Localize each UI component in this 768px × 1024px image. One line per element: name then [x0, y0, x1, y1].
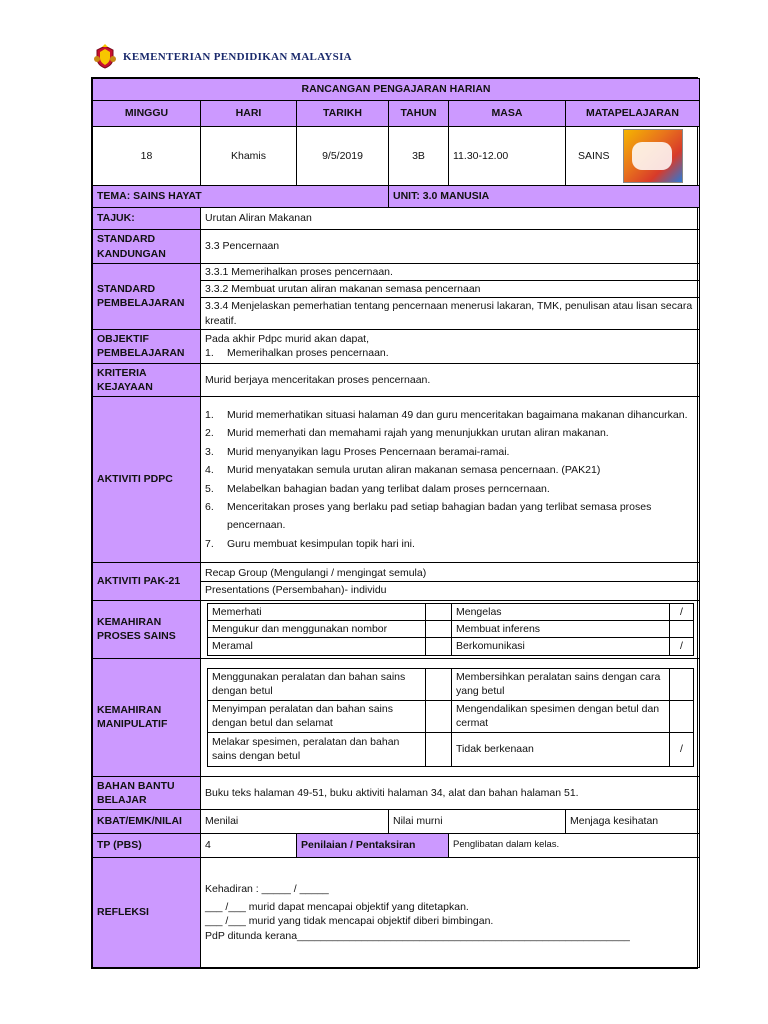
col-minggu: MINGGU	[93, 101, 201, 127]
kps-item: Mengukur dan menggunakan nombor	[208, 621, 426, 638]
km-item: Melakar spesimen, peralatan dan bahan sains dengan betul	[208, 732, 426, 766]
ref-label: REFLEKSI	[93, 857, 201, 967]
list-item: 3. Murid menyanyikan lagu Proses Pencernaan beramai-ramai.	[205, 445, 510, 458]
kps-item: Membuat inferens	[452, 621, 670, 638]
sp-item: 3.3.4 Menjelaskan pemerhatian tentang pencernaan menerusi lakaran, TMK, penulisan atau lisan secara kreatif.	[205, 300, 693, 327]
km-item: Mengendalikan spesimen dengan betul dan cermat	[452, 700, 670, 732]
refleksi-line: ___ /___ murid dapat mencapai objektif yang ditetapkan.	[205, 901, 469, 914]
tarikh-value: 9/5/2019	[297, 127, 389, 186]
sk-label: STANDARD KANDUNGAN	[93, 230, 201, 264]
refleksi-line: Kehadiran : _____ / _____	[205, 883, 329, 896]
penilaian-value: Penglibatan dalam kelas.	[449, 833, 700, 857]
km-label: KEMAHIRAN MANIPULATIF	[93, 658, 201, 776]
list-item: 1. Murid memerhatikan situasi halaman 49 dan guru menceritakan bagaimana makanan dihancurkan.	[205, 409, 688, 422]
activity-list	[205, 406, 695, 553]
kbat-label: KBAT/EMK/NILAI	[93, 809, 201, 833]
list-item: 7. Guru membuat kesimpulan topik hari ini.	[205, 537, 415, 550]
km-tick	[670, 668, 694, 700]
sk-value: 3.3 Pencernaan	[201, 230, 700, 264]
sp-label: STANDARD PEMBELAJARAN	[93, 264, 201, 330]
unit: UNIT: 3.0 MANUSIA	[389, 186, 700, 208]
kbat-item: Menilai	[201, 809, 389, 833]
km-table	[207, 668, 694, 767]
malaysia-crest-icon	[93, 44, 117, 70]
col-masa: MASA	[449, 101, 566, 127]
tajuk-value: Urutan Aliran Makanan	[201, 208, 700, 230]
kps-tick: /	[670, 604, 694, 621]
ap-label: AKTIVITI PDPC	[93, 397, 201, 563]
kps-tick: /	[670, 638, 694, 655]
op-item-num: 1.	[205, 347, 214, 360]
list-item: 6. Menceritakan proses yang berlaku pad setiap bahagian badan yang terlibat semasa proses pencernaan.	[205, 500, 652, 532]
kps-table	[207, 603, 694, 656]
list-item: 4. Murid menyatakan semula urutan aliran makanan semasa pencernaan. (PAK21)	[205, 464, 601, 477]
bbb-label: BAHAN BANTU BELAJAR	[93, 776, 201, 809]
km-item: Menggunakan peralatan dan bahan sains dengan betul	[208, 668, 426, 700]
hari-value: Khamis	[201, 127, 297, 186]
tp-label: TP (PBS)	[93, 833, 201, 857]
masa-value: 11.30-12.00	[449, 127, 566, 186]
ministry-name: KEMENTERIAN PENDIDIKAN MALAYSIA	[123, 51, 352, 63]
kps-item: Berkomunikasi	[452, 638, 670, 655]
refleksi-line: ___ /___ murid yang tidak mencapai objektif diberi bimbingan.	[205, 915, 494, 928]
plan-title: RANCANGAN PENGAJARAN HARIAN	[93, 79, 700, 101]
col-matapelajaran: MATAPELAJARAN	[566, 101, 700, 127]
tahun-value: 3B	[389, 127, 449, 186]
op-intro: Pada akhir Pdpc murid akan dapat,	[205, 333, 370, 346]
bbb-value: Buku teks halaman 49-51, buku aktiviti halaman 34, alat dan bahan halaman 51.	[201, 776, 700, 809]
pak-label: AKTIVITI PAK-21	[93, 563, 201, 601]
minggu-value: 18	[93, 127, 201, 186]
op-item: Memerihalkan proses pencernaan.	[227, 347, 389, 360]
sp-item: 3.3.1 Memerihalkan proses pencernaan.	[201, 264, 699, 281]
km-item: Tidak berkenaan	[452, 732, 670, 766]
kbat-item: Menjaga kesihatan	[566, 809, 700, 833]
op-label: OBJEKTIF PEMBELAJARAN	[93, 329, 201, 363]
sp-item: 3.3.2 Membuat urutan aliran makanan semasa pencernaan	[201, 281, 699, 298]
pak-item: Presentations (Persembahan)- individu	[205, 584, 387, 597]
kbat-item: Nilai murni	[389, 809, 566, 833]
refleksi-line: PdP ditunda kerana_________________________________________________________	[205, 929, 630, 942]
textbook-cover-image	[623, 129, 683, 183]
pak-item: Recap Group (Mengulangi / mengingat semula)	[201, 565, 699, 582]
ministry-header	[93, 44, 352, 70]
list-item: 5. Melabelkan bahagian badan yang terlibat dalam proses perncernaan.	[205, 482, 550, 495]
kps-label: KEMAHIRAN PROSES SAINS	[93, 601, 201, 659]
col-tarikh: TARIKH	[297, 101, 389, 127]
km-tick: /	[670, 732, 694, 766]
list-item: 2. Murid memerhati dan memahami rajah yang menunjukkan urutan aliran makanan.	[205, 427, 609, 440]
tp-value: 4	[201, 833, 297, 857]
kps-item: Meramal	[208, 638, 426, 655]
kk-value: Murid berjaya menceritakan proses pencernaan.	[201, 363, 700, 396]
kps-item: Mengelas	[452, 604, 670, 621]
tajuk-label: TAJUK:	[93, 208, 201, 230]
km-tick	[670, 700, 694, 732]
col-tahun: TAHUN	[389, 101, 449, 127]
kk-label: KRITERIA KEJAYAAN	[93, 363, 201, 396]
kps-tick	[670, 621, 694, 638]
subject-value: SAINS	[578, 149, 610, 162]
tema: TEMA: SAINS HAYAT	[93, 186, 389, 208]
km-item: Menyimpan peralatan dan bahan sains dengan betul dan selamat	[208, 700, 426, 732]
penilaian-label: Penilaian / Pentaksiran	[297, 833, 449, 857]
col-hari: HARI	[201, 101, 297, 127]
kps-item: Memerhati	[208, 604, 426, 621]
km-item: Membersihkan peralatan sains dengan cara yang betul	[452, 668, 670, 700]
lesson-plan-table	[91, 77, 698, 969]
